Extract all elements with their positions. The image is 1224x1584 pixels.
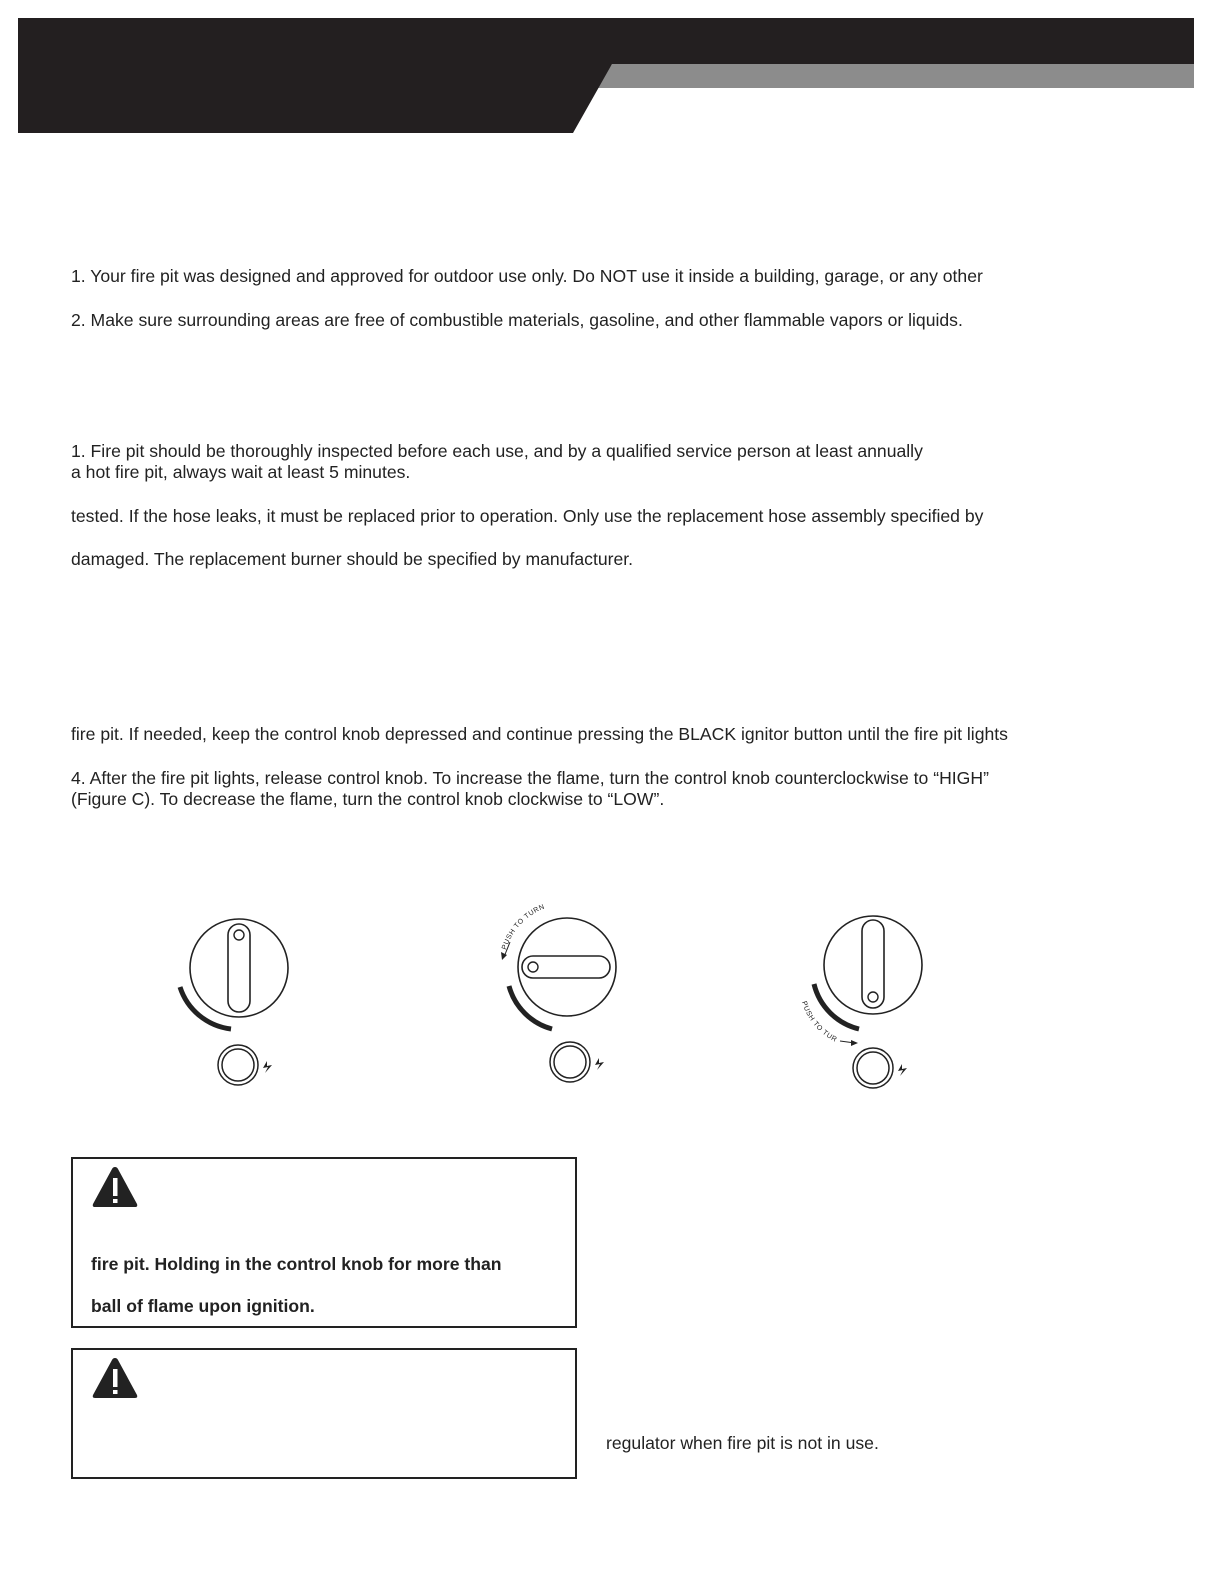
inspection-line-3: tested. If the hose leaks, it must be replaced prior to operation. Only use the replacement hose assembly specified by — [71, 506, 984, 526]
knob-c-arc — [814, 984, 859, 1029]
lighting-line-2: 4. After the fire pit lights, release control knob. To increase the flame, turn the control knob counterclockwise to “HIGH” — [71, 768, 989, 788]
figure-b-knob — [501, 903, 616, 1082]
knob-a-dial — [190, 919, 288, 1017]
knob-a-arc — [180, 987, 231, 1029]
location-item-1: 1. Your fire pit was designed and approved for outdoor use only. Do NOT use it inside a building, garage, or any other — [71, 266, 983, 286]
knob-c-handle — [862, 920, 884, 1008]
knob-a-indicator — [234, 930, 244, 940]
rotate-arrowhead-c — [851, 1040, 858, 1046]
spark-icon — [595, 1058, 604, 1070]
spark-icon — [263, 1061, 272, 1073]
storage-note: regulator when fire pit is not in use. — [606, 1433, 879, 1453]
lighting-line-3: (Figure C). To decrease the flame, turn the control knob clockwise to “LOW”. — [71, 789, 665, 809]
rotate-arrowhead-b — [501, 952, 507, 960]
inspection-line-2: a hot fire pit, always wait at least 5 minutes. — [71, 462, 411, 482]
location-item-2: 2. Make sure surrounding areas are free of combustible materials, gasoline, and other flammable vapors or liquids. — [71, 310, 963, 330]
knob-a-handle — [228, 924, 250, 1012]
warning-box-1 — [71, 1157, 577, 1328]
ignitor-a-inner — [222, 1049, 254, 1081]
warning-box-2 — [71, 1348, 577, 1479]
warning-1-line-2: ball of flame upon ignition. — [91, 1296, 315, 1316]
warning-icon — [91, 1356, 139, 1400]
ignitor-c-outer — [853, 1048, 893, 1088]
push-to-turn-label-b: PUSH TO TURN — [501, 903, 546, 951]
ignitor-b-inner — [554, 1046, 586, 1078]
inspection-line-4: damaged. The replacement burner should be specified by manufacturer. — [71, 549, 634, 569]
ignitor-a-outer — [218, 1045, 258, 1085]
warning-icon — [91, 1165, 139, 1209]
spark-icon — [898, 1064, 907, 1076]
ignitor-b-outer — [550, 1042, 590, 1082]
knob-b-indicator — [528, 962, 538, 972]
ignitor-c-inner — [857, 1052, 889, 1084]
inspection-line-1: 1. Fire pit should be thoroughly inspected before each use, and by a qualified service person at least annually — [71, 441, 923, 461]
lighting-line-1: fire pit. If needed, keep the control knob depressed and continue pressing the BLACK ignitor button until the fire pit lights — [71, 724, 1008, 744]
knob-b-handle — [522, 956, 610, 978]
knob-c-indicator — [868, 992, 878, 1002]
push-to-turn-label-c: PUSH TO TUR — [800, 1000, 839, 1044]
warning-1-line-1: fire pit. Holding in the control knob for more than — [91, 1254, 502, 1274]
knob-c-dial — [824, 916, 922, 1014]
knob-b-arc — [509, 986, 552, 1029]
figure-c-knob — [0, 880, 922, 1088]
header-gray-band — [596, 64, 1194, 88]
header-bar — [0, 0, 1224, 140]
figure-a-knob — [180, 919, 288, 1085]
knob-b-dial — [518, 918, 616, 1016]
knob-figures — [0, 880, 1224, 1120]
